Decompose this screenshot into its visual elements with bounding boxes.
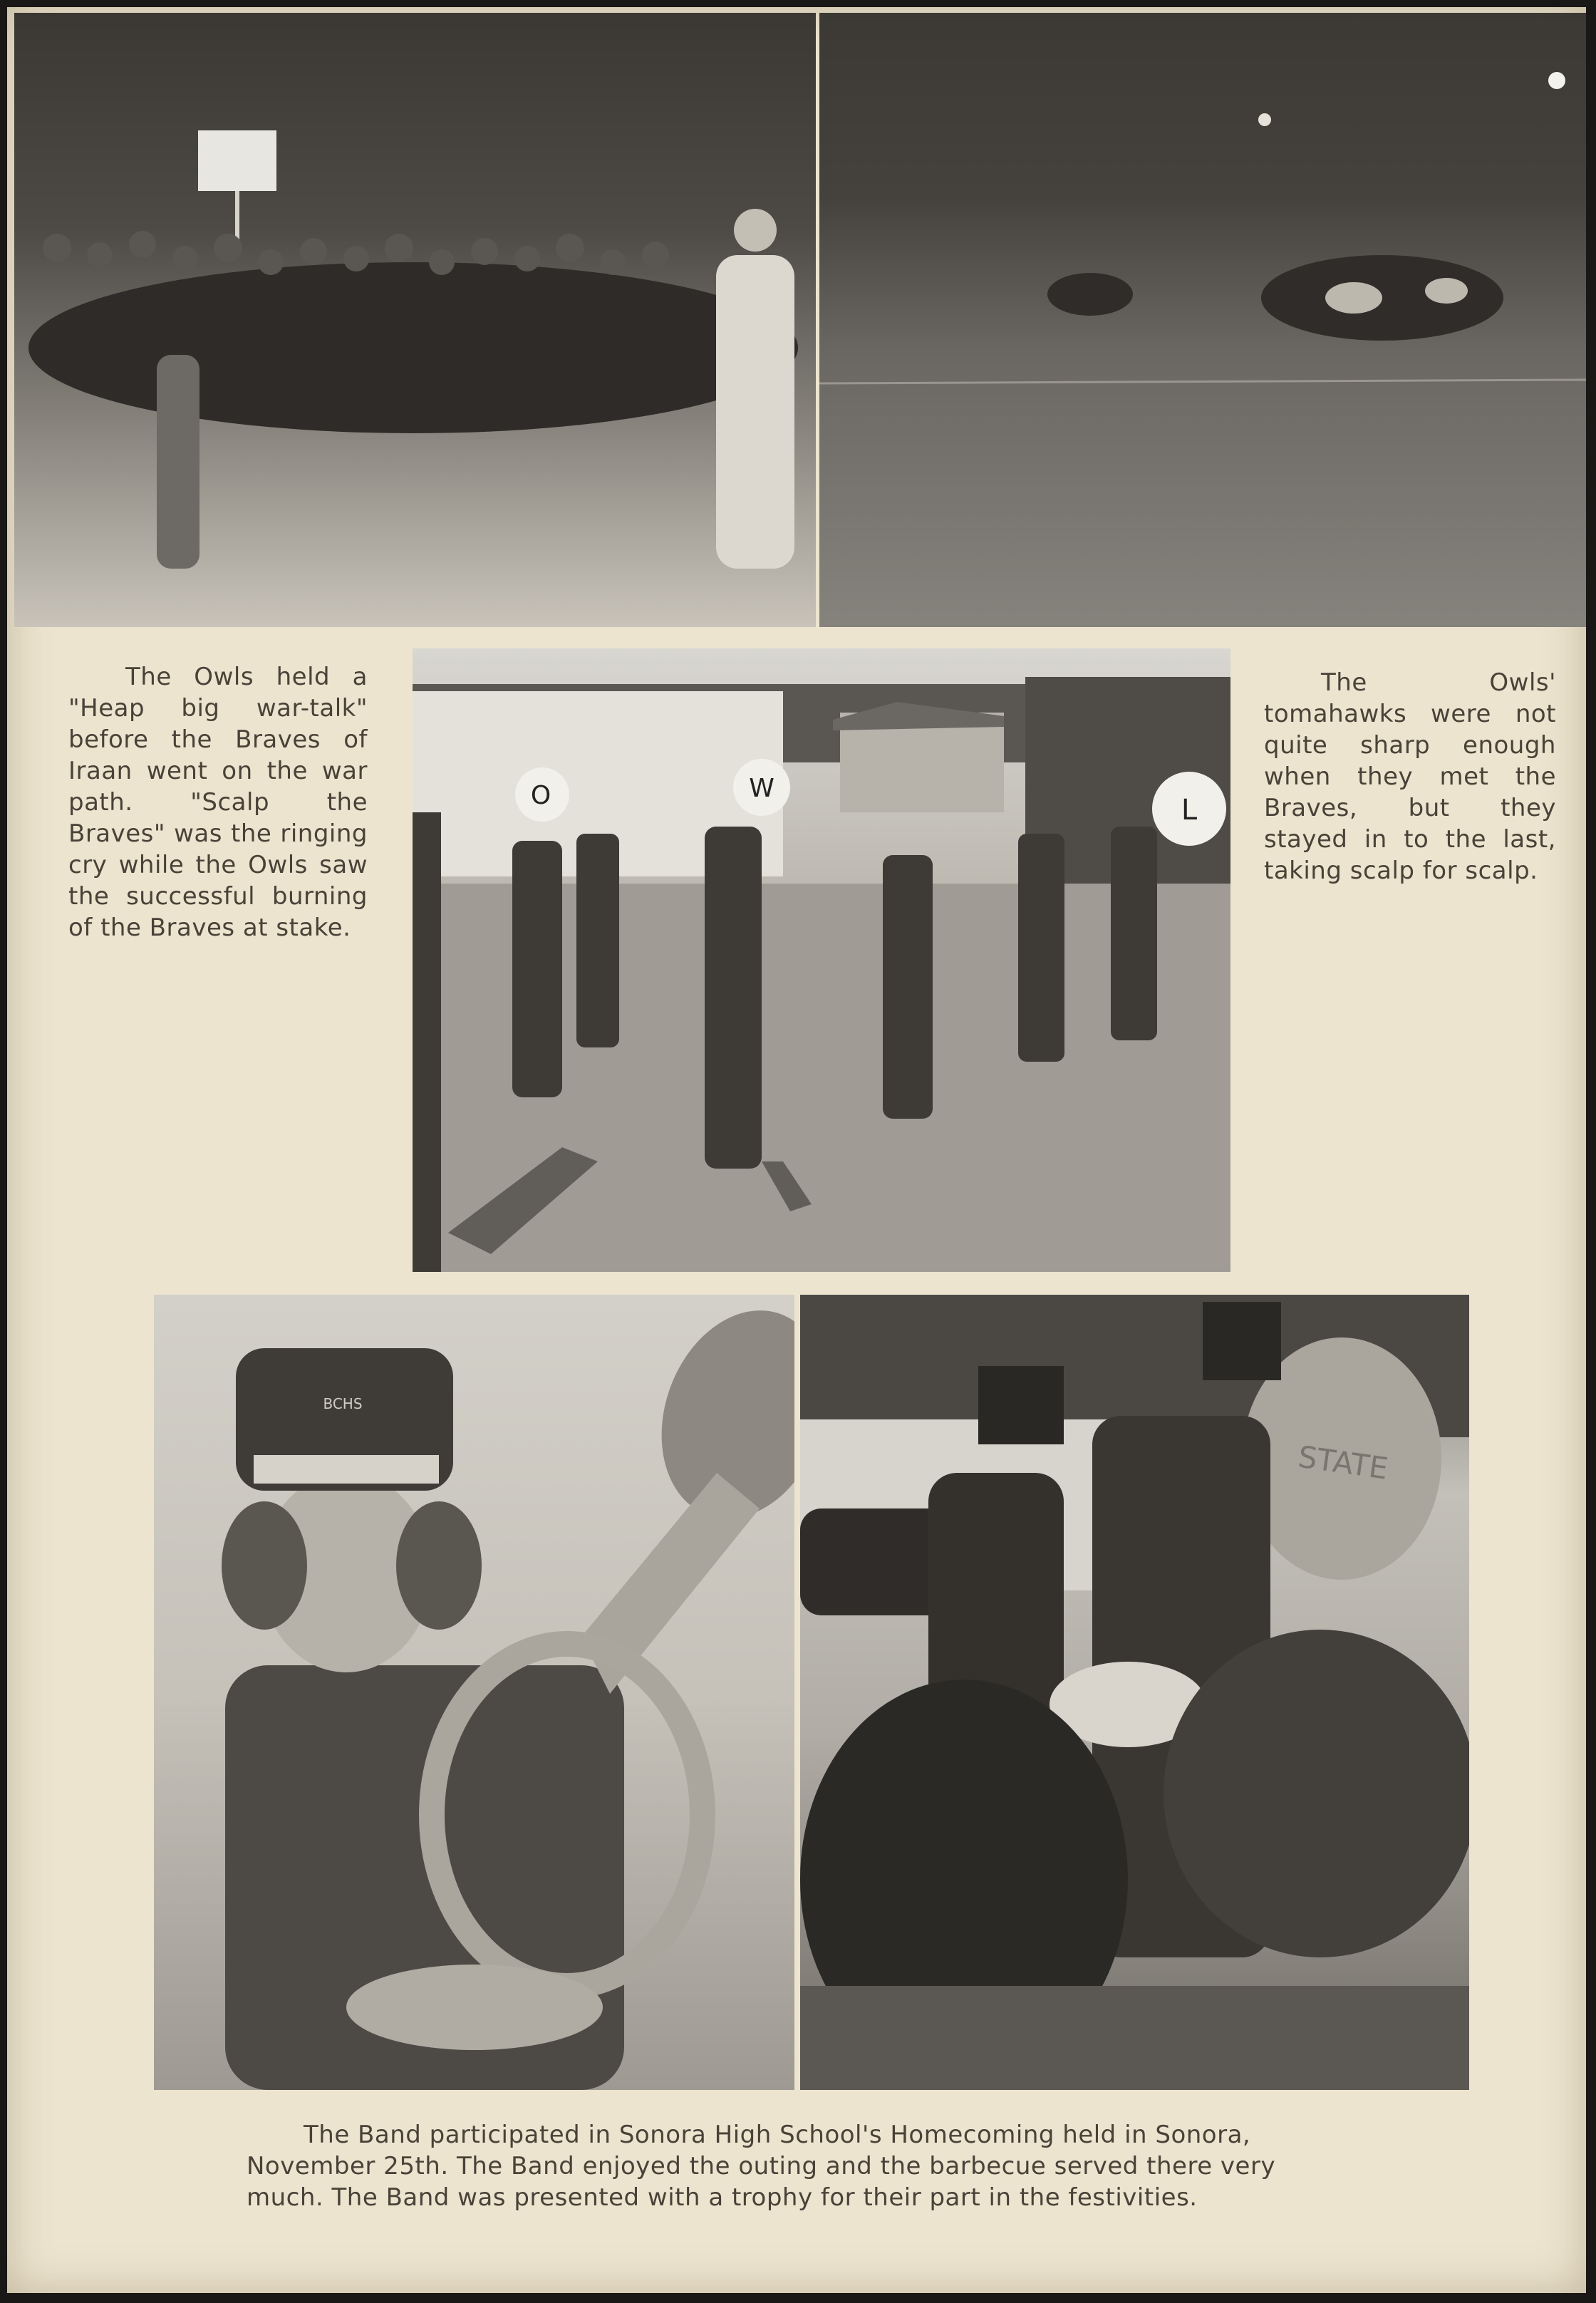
drum-text: STATE <box>1295 1439 1391 1486</box>
caption-bottom-text: The Band participated in Sonora High School's Homecoming held in Sonora, November 25th. The Band enjoyed the outing and the barbecue served there very much. The Band was presented with a trophy for their part in the festivities. <box>247 2121 1276 2212</box>
yearbook-page <box>7 7 1586 2293</box>
photo-drummers <box>800 1295 1469 2090</box>
caption-left-text: The Owls held a "Heap big war-talk" before the Braves of Iraan went on the war path. "Scalp the Braves" was the ringing cry while the Owls saw the successful burning of the Braves at stake. <box>68 663 368 942</box>
sign-w: W <box>749 774 774 803</box>
tuba-scene <box>154 1295 794 2090</box>
caption-right <box>1264 667 1556 886</box>
caption-left <box>68 661 368 943</box>
sign-o: O <box>530 781 551 810</box>
band-march-scene <box>413 648 1230 1272</box>
football-scene <box>819 13 1586 627</box>
photo-football-night <box>819 13 1586 627</box>
pep-rally-scene <box>14 13 816 627</box>
photo-pep-rally <box>14 13 816 627</box>
photo-band-march <box>413 648 1230 1272</box>
photo-tuba-player <box>154 1295 794 2090</box>
caption-right-text: The Owls' tomahawks were not quite sharp enough when they met the Braves, but they stayed in to the last, taking scalp for scalp. <box>1264 668 1556 885</box>
sign-l: L <box>1181 794 1198 827</box>
cap-text: BCHS <box>323 1395 363 1412</box>
drummers-scene <box>800 1295 1469 2090</box>
caption-bottom <box>247 2119 1358 2213</box>
